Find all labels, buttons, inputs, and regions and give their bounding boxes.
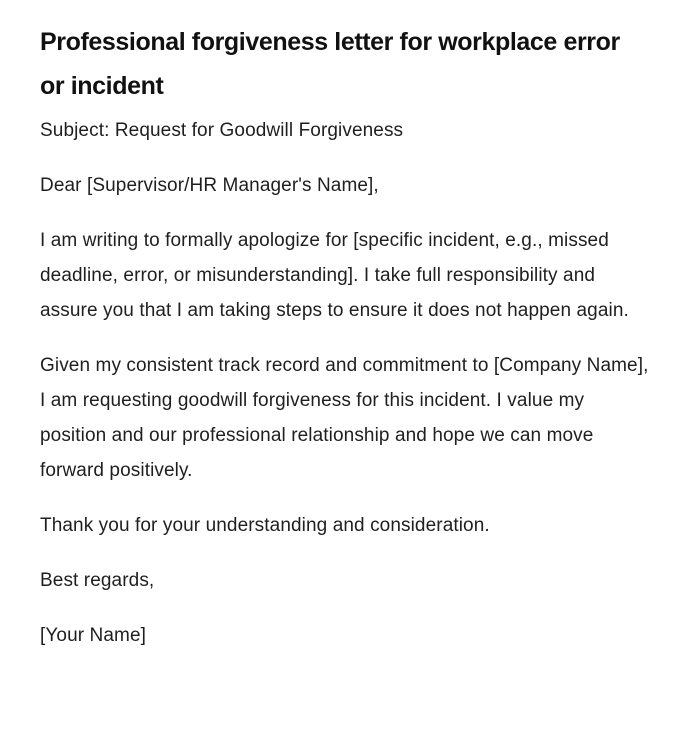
page-title: Professional forgiveness letter for workplace error or incident (40, 28, 620, 100)
closing-line: Best regards, (40, 570, 155, 591)
salutation: Dear [Supervisor/HR Manager's Name], (40, 175, 379, 196)
signature-placeholder: [Your Name] (40, 625, 147, 646)
letter-document (40, 20, 650, 673)
thanks-line: Thank you for your understanding and consideration. (40, 515, 490, 536)
subject-line: Subject: Request for Goodwill Forgiveness (40, 120, 404, 141)
body-paragraph-request: Given my consistent track record and commitment to [Company Name], I am requesting goodwill forgiveness for this incident. I value my position and our professional relationship and hope we can move forward positively. (40, 355, 649, 481)
body-paragraph-apology: I am writing to formally apologize for [specific incident, e.g., missed deadline, error, or misunderstanding]. I take full responsibility and assure you that I am taking steps to ensure it does not happen again. (40, 230, 629, 321)
